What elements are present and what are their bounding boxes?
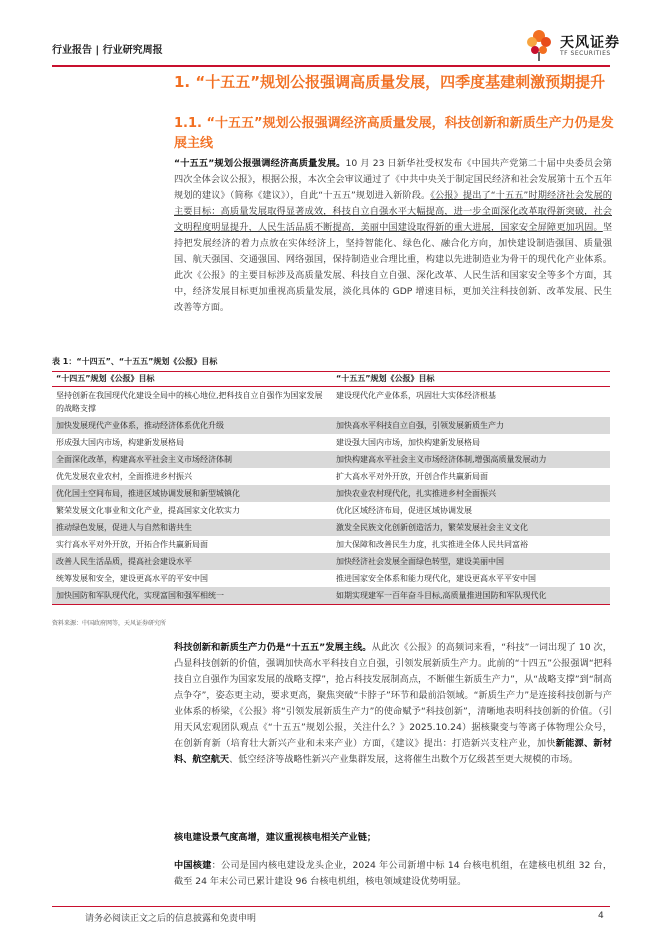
table-cell: 全面深化改革，构建高水平社会主义市场经济体制	[56, 455, 232, 464]
table-cell: 加大保障和改善民生力度，扎实推进全体人民共同富裕	[336, 540, 528, 549]
paragraph-text: 、低空经济等战略性新兴产业集群发展，这将催生出数个万亿级甚至更大规模的市场。	[229, 754, 579, 765]
table-cell: 加快经济社会发展全面绿色转型，建设美丽中国	[336, 557, 504, 566]
table-row	[52, 468, 610, 485]
subsection-heading: 1.1. “十五五”规划公报强调经济高质量发展，科技创新和新质生产力仍是发展主线	[174, 116, 614, 151]
logo-text: 天风证券	[560, 35, 620, 51]
table-row	[52, 536, 610, 553]
table-cell: 如期实现建军一百年奋斗目标,高质量推进国防和军队现代化	[336, 591, 547, 600]
table-cell: 加快发展现代产业体系，推动经济体系优化升级	[56, 421, 224, 430]
table-cell: 推进国家安全体系和能力现代化，建设更高水平平安中国	[336, 574, 536, 583]
table-cell: 激发全民族文化创新创造活力，繁荣发展社会主义文化	[336, 523, 528, 532]
table-cell: 扩大高水平对外开放，开创合作共赢新局面	[336, 472, 488, 481]
logo-subtext: TF SECURITIES	[560, 50, 611, 57]
paragraph-tech-innovation	[174, 640, 612, 768]
report-category: 行业报告 | 行业研究周报	[52, 45, 163, 56]
paragraph-bold-text: 新能源、新材料、航空航天	[174, 738, 612, 765]
table-cell: 优化区域经济布局，促进区域协调发展	[336, 506, 472, 515]
paragraph-text: ：公司是国内核电建设龙头企业，2024 年公司新增中标 14 台核电机组，在建核电机组 32 台，截至 24 年末公司已累计建设 96 台核电机组，核电领域建设优势明显。	[174, 860, 613, 887]
table-cell: 优先发展农业农村，全面推进乡村振兴	[56, 472, 192, 481]
table-title: 表 1：“十四五”、“十五五”规划《公报》目标	[52, 357, 218, 366]
section-heading: 1. “十五五”规划公报强调高质量发展，四季度基建刺激预期提升	[174, 73, 606, 91]
table-cell: 形成强大国内市场，构建新发展格局	[56, 438, 184, 447]
paragraph-lead: 核电建设景气度高增，建议重视核电相关产业链；	[174, 832, 377, 843]
table-row	[52, 587, 610, 604]
paragraph-text: 10 月 23 日新华社受权发布《中国共产党第二十届中央委员会第四次全体会议公报》，根据公报，本次全会审议通过了《中共中央关于制定国民经济和社会发展第十五个五年规划的建议》（简称《建议》），自此“十五五”规划进入新阶段。	[174, 158, 612, 201]
table-source: 资料来源：中国政府网等，天风证券研究所	[52, 620, 167, 627]
table-cell: 实行高水平对外开放，开拓合作共赢新局面	[56, 540, 208, 549]
table-cell: 统筹发展和安全，建设更高水平的平安中国	[56, 574, 208, 583]
table-cell: 加快高水平科技自立自强，引领发展新质生产力	[336, 421, 504, 430]
table-row	[52, 387, 610, 417]
table-cell: 繁荣发展文化事业和文化产业，提高国家文化软实力	[56, 506, 240, 515]
table-row	[52, 417, 610, 434]
table-cell: 加快农业农村现代化，扎实推进乡村全面振兴	[336, 489, 496, 498]
table-row	[52, 553, 610, 570]
table-row	[52, 502, 610, 519]
paragraph-lead: 中国核建	[174, 860, 212, 871]
table-header-cell: “十五五”规划《公报》目标	[336, 374, 435, 383]
page-number: 4	[598, 911, 604, 921]
table-cell: 改善人民生活品质，提高社会建设水平	[56, 557, 192, 566]
paragraph-lead: “十五五”规划公报强调经济高质量发展。	[174, 158, 346, 169]
paragraph-text: 从此次《公报》的高频词来看，“科技”一词出现了 10 次，凸显科技创新的价值，强调加快高水平科技自立自强，引领发展新质生产力。此前的“十四五”公报强调“把科技自立自强作为国家发展的战略支撑”，抢占科技发展制高点，不断催生新质生产力”，从“战略支撑”到“制高点争夺”，姿态更主动，要求更高，聚焦突破“卡脖子”环节和最前沿领域。“新质生产力”是连接科技创新与产业体系的桥梁，《公报》将“引领发展新质生产力”的使命赋予“科技创新”，清晰地表明科技创新的价值。（引用天风宏观团队观点《“十五五”规划公报，关注什么？》2025.10.24）据核聚变与等离子体物理公众号，在创新育新（培育壮大新兴产业和未来产业）方面，《建议》提出：打造新兴支柱产业，加快	[174, 642, 612, 749]
paragraph-nuclear-heading	[174, 830, 612, 846]
company-logo	[520, 26, 630, 62]
table-row	[52, 485, 610, 502]
table-cell: 加快国防和军队现代化，实现富国和强军相统一	[56, 591, 224, 600]
goals-table	[52, 371, 610, 605]
paragraph-company-cnec	[174, 858, 612, 890]
table-cell: 建设强大国内市场，加快构建新发展格局	[336, 438, 480, 447]
table-row	[52, 570, 610, 587]
table-row	[52, 434, 610, 451]
header-divider	[52, 65, 610, 67]
table-cell: 坚持创新在我国现代化建设全局中的核心地位,把科技自立自强作为国家发展的战略支撑	[56, 391, 323, 413]
logo-flower-icon	[520, 26, 558, 62]
table-header	[52, 371, 610, 387]
paragraph-text: 坚持把发展经济的着力点放在实体经济上，坚持智能化、绿色化、融合化方向，加快建设制造强国、质量强国、航天强国、交通强国、网络强国，保持制造业合理比重，构建以先进制造业为骨干的现代化产业体系。此次《公报》的主要目标涉及高质量发展、科技自立自强、深化改革、人民生活和国家安全等多个方面，其中，经济发展目标更加重视高质量发展，淡化具体的 GDP 增速目标，更加关注科技创新、改革发展、民生改善等方面。	[174, 222, 612, 313]
table-row	[52, 519, 610, 536]
paragraph-lead: 科技创新和新质生产力仍是“十五五”发展主线。	[174, 642, 372, 653]
table-bottom-rule	[52, 604, 610, 605]
table-cell: 加快构建高水平社会主义市场经济体制,增强高质量发展动力	[336, 455, 547, 464]
table-row	[52, 451, 610, 468]
table-cell: 推动绿色发展，促进人与自然和谐共生	[56, 523, 192, 532]
footer-disclaimer: 请务必阅读正文之后的信息披露和免责申明	[85, 914, 257, 924]
table-cell: 优化国土空间布局，推进区域协调发展和新型城镇化	[56, 489, 240, 498]
table-header-cell: “十四五”规划《公报》目标	[56, 374, 155, 383]
paragraph-plan-summary	[174, 156, 612, 316]
paragraph-underlined-text: 《公报》提出了“十五五”时期经济社会发展的主要目标：高质量发展取得显著成效，科技自立自强水平大幅提高，进一步全面深化改革取得新突破，社会文明程度明显提升，人民生活品质不断提高，美丽中国建设取得新的重大进展，国家安全屏障更加巩固。	[174, 190, 612, 233]
footer-divider	[52, 906, 610, 907]
table-cell: 建设现代化产业体系，巩固壮大实体经济根基	[336, 391, 496, 400]
